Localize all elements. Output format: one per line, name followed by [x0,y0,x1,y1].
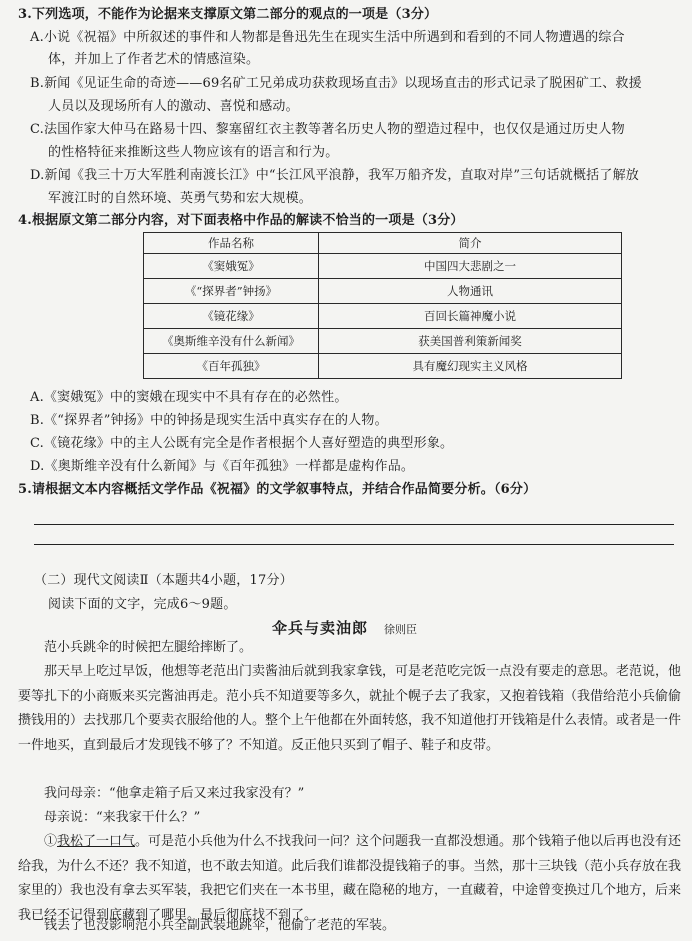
table-cell: 《“探界者”钟扬》 [144,279,319,304]
q4-option-c: C.《镜花缘》中的主人公既有完全是作者根据个人喜好塑造的典型形象。 [30,436,454,451]
story-title: 伞兵与卖油郎 [272,619,369,637]
q3-option-c-cont: 的性格特征来推断这些人物应该有的语言和行为。 [48,145,339,160]
q3-option-b-cont: 人员以及现场所有人的激动、喜悦和感动。 [48,99,299,114]
story-paragraph: 我问母亲：“他拿走箱子后又来过我家没有？” [44,786,305,801]
q5-stem: 5.请根据文本内容概括文学作品《祝福》的文学叙事特点，并结合作品简要分析。（6分） [18,482,537,497]
table-row [144,254,622,279]
table-cell: 中国四大悲剧之一 [319,254,622,279]
table-row [144,279,622,304]
q4-option-a: A.《窦娥冤》中的窦娥在现实中不具有存在的必然性。 [30,390,348,405]
table-row [144,304,622,329]
underlined-sentence: 我松了一口气 [57,834,136,849]
table-cell: 百回长篇神魔小说 [319,304,622,329]
q3-stem: 3.下列选项，不能作为论据来支撑原文第二部分的观点的一项是（3分） [18,7,438,22]
table-cell: 具有魔幻现实主义风格 [319,354,622,379]
table-row [144,354,622,379]
section-heading: （二）现代文阅读Ⅱ（本题共4小题，17分） [34,573,293,588]
answer-line [34,544,674,545]
table-cell: 《百年孤独》 [144,354,319,379]
section-instruction: 阅读下面的文字，完成6～9题。 [48,597,237,612]
table-header-row [144,233,622,254]
paragraph-marker: ① [44,834,58,849]
table-cell: 《窦娥冤》 [144,254,319,279]
q3-option-d: D.新闻《我三十万大军胜利南渡长江》中“长江风平浪静，我军万船齐发，直取对岸”三句话就概括了解放 [30,168,639,183]
table-header-cell: 简介 [319,233,622,254]
q3-option-c: C.法国作家大仲马在路易十四、黎塞留红衣主教等著名历史人物的塑造过程中，也仅仅是通过历史人物 [30,122,625,137]
q3-option-b: B.新闻《见证生命的奇迹——69名矿工兄弟成功获救现场直击》以现场直击的形式记录了脱困矿工、救援 [30,76,642,91]
table-cell: 人物通讯 [319,279,622,304]
story-paragraph: 钱丢了也没影响范小兵全副武装地跳伞，他偷了老范的军装。 [44,918,396,933]
q3-option-d-cont: 军渡江时的自然环境、英勇气势和宏大规模。 [48,191,313,206]
works-table [143,232,622,379]
q3-option-a-cont: 体，并加上了作者艺术的情感渲染。 [48,52,260,67]
table-cell: 《镜花缘》 [144,304,319,329]
table-cell: 《奥斯维辛没有什么新闻》 [144,329,319,354]
table-row [144,329,622,354]
answer-line [34,524,674,525]
q4-stem: 4.根据原文第二部分内容，对下面表格中作品的解读不恰当的一项是（3分） [18,213,464,228]
q4-option-b: B.《“探界者”钟扬》中的钟扬是现实生活中真实存在的人物。 [30,413,388,428]
story-paragraph: 范小兵跳伞的时候把左腿给摔断了。 [44,640,253,655]
table-cell: 获美国普利策新闻奖 [319,329,622,354]
story-paragraph: 母亲说：“来我家干什么？” [44,810,201,825]
q3-option-a: A.小说《祝福》中所叙述的事件和人物都是鲁迅先生在现实生活中所遇到和看到的不同人物遭遇的综合 [30,30,625,45]
q4-option-d: D.《奥斯维辛没有什么新闻》与《百年孤独》一样都是虚构作品。 [30,459,415,474]
table-header-cell: 作品名称 [144,233,319,254]
story-author: 徐则臣 [384,623,417,636]
paragraph-text: 。可是范小兵他为什么不找我问一问？这个问题我一直都没想通。那个钱箱子他以后再也没有还给我，为什么不还？我不知道，也不敢去知道。此后我们谁都没提钱箱子的事。当然，那十三块钱（范小兵存放在我家里的）我也没有拿去买军装，我把它们夹在一本书里，藏在隐秘的地方，一直藏着，中途曾变换过几个地方，后来我已经不记得到底藏到了哪里。最后彻底找不到了。 [18,834,682,923]
story-paragraph: 那天早上吃过早饭，他想等老范出门卖酱油后就到我家拿钱，可是老范吃完饭一点没有要走的意思。老范说，他要等扎下的小商贩来买完酱油再走。范小兵不知道要等多久，就扯个幌子去了我家，又抱着钱箱（我借给范小兵偷偷攒钱用的）去找那几个要卖衣服给他的人。整个上午他都在外面转悠，我不知道他打开钱箱是什么表情。或者是一件一件地买，直到最后才发现钱不够了？不知道。反正他只买到了帽子、鞋子和皮带。 [18,664,682,753]
